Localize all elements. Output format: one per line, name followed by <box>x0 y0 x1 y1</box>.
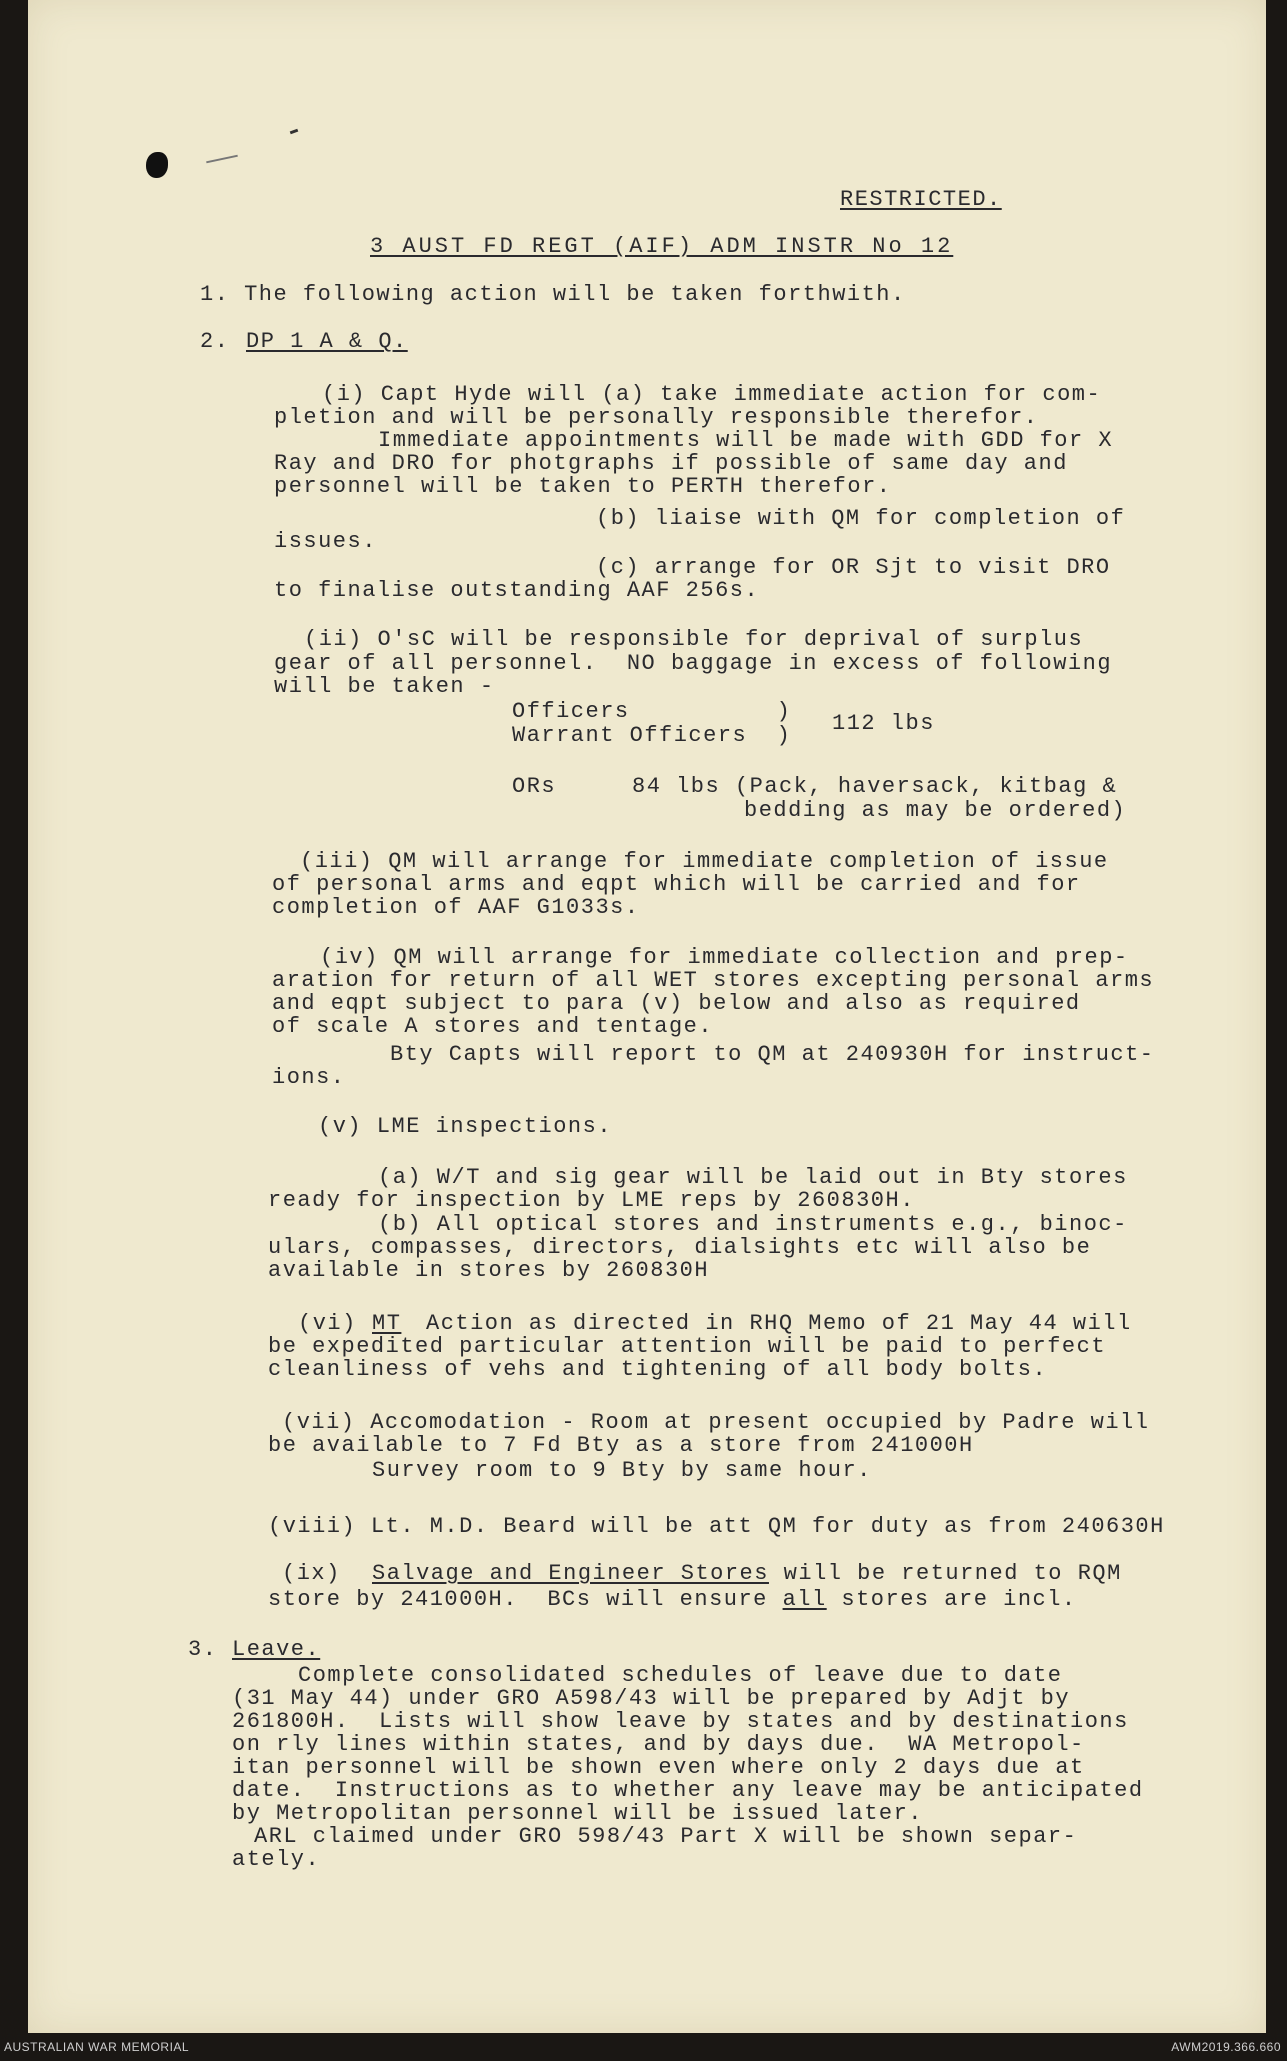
punch-hole-mark <box>146 152 168 178</box>
item-i-line: Immediate appointments will be made with GDD for X <box>378 428 1114 453</box>
item-ix-line <box>372 1562 1122 1585</box>
item-i-line: (c) arrange for OR Sjt to visit DRO <box>596 555 1111 580</box>
item-i-line: pletion and will be personally responsible therefor. <box>274 405 1039 430</box>
paragraph-3-number: 3. <box>188 1637 218 1662</box>
item-vi-line: be expedited particular attention will be paid to perfect <box>268 1334 1107 1359</box>
baggage-ors-weight: bedding as may be ordered) <box>744 798 1127 823</box>
item-ix-all: all <box>782 1587 827 1612</box>
item-iv-line: Bty Capts will report to QM at 240930H for instruct- <box>390 1042 1155 1067</box>
paragraph-3-line: itan personnel will be shown even where only 2 days due at <box>232 1755 1085 1780</box>
item-ii-line: will be taken - <box>274 674 495 699</box>
item-i-line: (b) liaise with QM for completion of <box>596 506 1126 531</box>
paragraph-2-heading: DP 1 A & Q. <box>246 329 408 354</box>
paragraph-3-line: ARL claimed under GRO 598/43 Part X will be shown separ- <box>254 1824 1078 1849</box>
item-vi-line: Action as directed in RHQ Memo of 21 May 44 will <box>426 1311 1132 1336</box>
baggage-officers: Officers ) <box>512 699 792 724</box>
paragraph-3-heading: Leave. <box>232 1637 321 1662</box>
item-v-line: (b) All optical stores and instruments e.g., binoc- <box>378 1212 1128 1237</box>
item-ix-line-2 <box>268 1588 1077 1611</box>
item-iv-line: aration for return of all WET stores excepting personal arms <box>272 968 1155 993</box>
paragraph-2-number: 2. <box>200 329 230 354</box>
item-v-line: (a) W/T and sig gear will be laid out in Bty stores <box>378 1165 1128 1190</box>
paragraph-3-line: (31 May 44) under GRO A598/43 will be prepared by Adjt by <box>232 1686 1071 1711</box>
item-i-line: to finalise outstanding AAF 256s. <box>274 578 760 603</box>
item-vi-heading: MT <box>372 1311 402 1336</box>
paragraph-3-line: 261800H. Lists will show leave by states and by destinations <box>232 1709 1129 1734</box>
footer-accession-number: AWM2019.366.660 <box>1171 2040 1281 2054</box>
paragraph-3-line: Complete consolidated schedules of leave due to date <box>298 1663 1063 1688</box>
ink-mark <box>290 129 299 135</box>
restricted-marking: RESTRICTED. <box>840 187 1002 212</box>
baggage-ors: ORs <box>512 774 557 799</box>
paragraph-3-line: on rly lines within states, and by days due. WA Metropol- <box>232 1732 1085 1757</box>
baggage-warrant-officers: Warrant Officers ) <box>512 723 792 748</box>
item-i-line: Ray and DRO for photgraphs if possible of same day and <box>274 451 1068 476</box>
footer-institution: AUSTRALIAN WAR MEMORIAL <box>4 2040 190 2054</box>
item-ix-rest: will be returned to RQM <box>768 1561 1122 1586</box>
item-ix-label: (ix) <box>282 1561 341 1586</box>
item-ii-line: (ii) O'sC will be responsible for deprival of surplus <box>304 627 1084 652</box>
paragraph-3-line: ately. <box>232 1847 321 1872</box>
item-i-line: issues. <box>274 529 377 554</box>
item-iv-line: ions. <box>272 1065 346 1090</box>
item-iii-line: (iii) QM will arrange for immediate completion of issue <box>300 849 1109 874</box>
item-vi-line: cleanliness of vehs and tightening of all body bolts. <box>268 1357 1048 1382</box>
item-vii-line: Survey room to 9 Bty by same hour. <box>372 1458 872 1483</box>
item-vii-line: (vii) Accomodation - Room at present occupied by Padre will <box>282 1410 1150 1435</box>
paragraph-3-line: date. Instructions as to whether any leave may be anticipated <box>232 1778 1144 1803</box>
item-ix-heading: Salvage and Engineer Stores <box>372 1561 769 1586</box>
item-ii-line: gear of all personnel. NO baggage in excess of following <box>274 651 1113 676</box>
document-page <box>28 0 1266 2033</box>
item-v-line: ready for inspection by LME reps by 260830H. <box>268 1188 915 1213</box>
item-i-line: (i) Capt Hyde will (a) take immediate action for com- <box>322 382 1102 407</box>
item-v-line: ulars, compasses, directors, dialsights etc will also be <box>268 1235 1092 1260</box>
item-viii-line: (viii) Lt. M.D. Beard will be att QM for duty as from 240630H <box>268 1514 1165 1539</box>
paragraph-3-line: by Metropolitan personnel will be issued later. <box>232 1801 924 1826</box>
paragraph-1: 1. The following action will be taken forthwith. <box>200 282 906 307</box>
item-vi-label: (vi) <box>298 1311 357 1336</box>
baggage-officers-weight: 112 lbs <box>832 711 935 736</box>
baggage-ors-weight: 84 lbs (Pack, haversack, kitbag & <box>632 774 1118 799</box>
item-iv-line: (iv) QM will arrange for immediate collection and prep- <box>320 945 1129 970</box>
item-v-heading: (v) LME inspections. <box>318 1114 613 1139</box>
document-title: 3 AUST FD REGT (AIF) ADM INSTR No 12 <box>370 234 954 259</box>
item-iv-line: of scale A stores and tentage. <box>272 1014 714 1039</box>
item-vii-line: be available to 7 Fd Bty as a store from 241000H <box>268 1433 974 1458</box>
pencil-mark <box>206 155 238 164</box>
item-iii-line: completion of AAF G1033s. <box>272 895 640 920</box>
item-ix-text: store by 241000H. BCs will ensure <box>268 1587 783 1612</box>
item-iv-line: and eqpt subject to para (v) below and also as required <box>272 991 1081 1016</box>
item-i-line: personnel will be taken to PERTH therefor. <box>274 474 892 499</box>
item-ix-text: stores are incl. <box>826 1587 1077 1612</box>
item-iii-line: of personal arms and eqpt which will be carried and for <box>272 872 1081 897</box>
item-v-line: available in stores by 260830H <box>268 1258 710 1283</box>
